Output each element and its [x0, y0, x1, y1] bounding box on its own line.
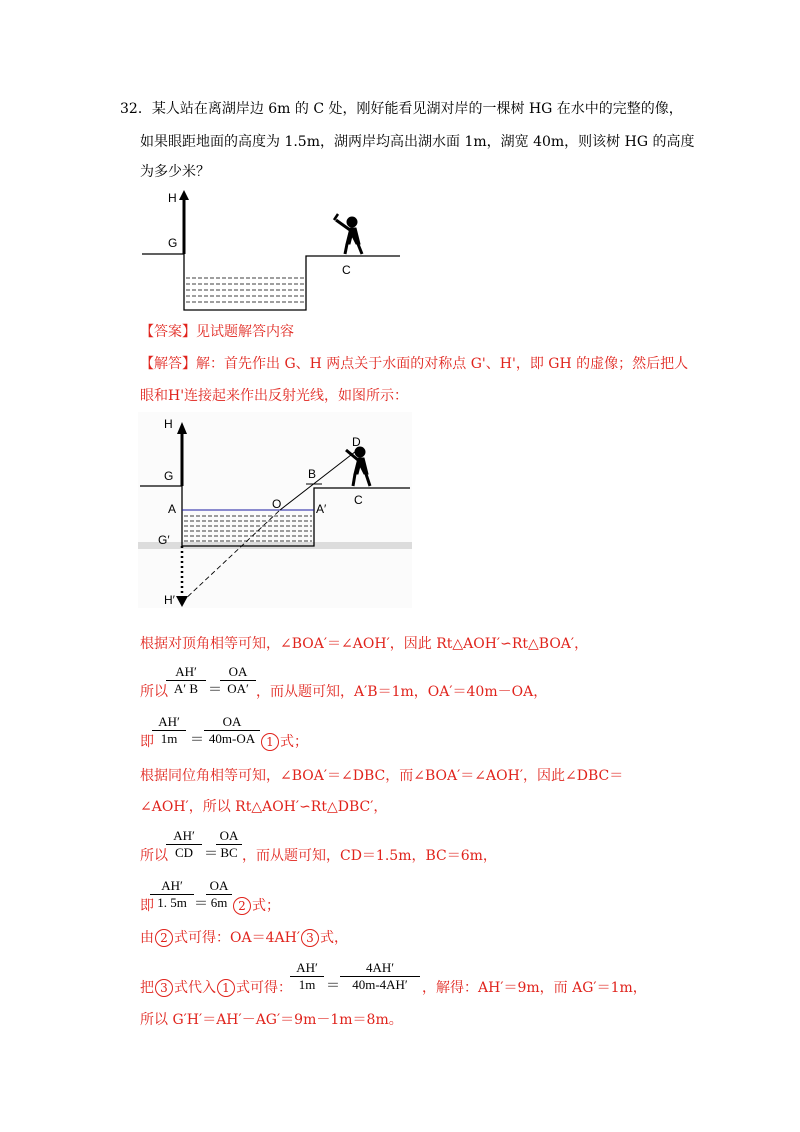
fraction-1b: $\frac{OA}{OA'}$ — [220, 664, 256, 697]
fraction-1a: $\frac{AH'}{A' B}$ — [166, 664, 206, 697]
equals-sign-4: ＝ — [194, 896, 208, 912]
fraction-5a: $\frac{AH'}{1m}$ — [290, 960, 324, 993]
step-line-9-suffix: ，解得：AH′＝9m，而 AG′＝1m， — [422, 980, 647, 996]
question-line-1: 32．某人站在离湖岸边 6m 的 C 处，刚好能看见湖对岸的一棵树 HG 在水中的完整的像， — [120, 101, 683, 117]
equals-sign-3: ＝ — [204, 846, 218, 862]
step-line-10: 所以 G′H′＝AH′－AG′＝9m－1m＝8m。 — [140, 1012, 403, 1028]
step-line-8: 由 2 式可得：OA＝4AH′ 3 式， — [140, 930, 348, 946]
fig2-label-a-prime: A′ — [316, 502, 327, 516]
circled-number: 3 — [301, 929, 319, 947]
step-line-7-tail: 2 式； — [232, 896, 280, 916]
fig2-label-h: H — [164, 417, 173, 431]
fig1-label-h: H — [168, 191, 177, 205]
question-line-2: 如果眼距地面的高度为 1.5m，湖两岸均高出湖水面 1m，湖宽 40m，则该树 HG 的高度 — [140, 134, 695, 150]
step-line-2-suffix: ，而从题可知，A′B＝1m，OA′＝40m－OA， — [256, 684, 548, 700]
circled-number: 2 — [233, 897, 251, 915]
circled-number: 2 — [155, 929, 173, 947]
figure-1-lake-diagram — [138, 186, 404, 314]
fig2-label-b: B — [308, 467, 317, 481]
fig2-label-h-prime: H′ — [164, 593, 175, 607]
fig2-label-g-prime: G′ — [158, 533, 170, 547]
fig2-label-d: D — [352, 435, 361, 449]
equals-sign-5: ＝ — [326, 978, 340, 994]
circled-number: 1 — [217, 979, 235, 997]
fig1-label-c: C — [342, 263, 351, 277]
fraction-2b: $\frac{OA}{40m-OA}$ — [204, 714, 260, 747]
circled-number: 3 — [155, 979, 173, 997]
fraction-3b: $\frac{OA}{BC}$ — [216, 828, 242, 861]
step-line-7-prefix: 即 — [140, 898, 154, 914]
step-line-6-suffix: ，而从题可知，CD＝1.5m，BC＝6m， — [242, 848, 497, 864]
equals-sign-2: ＝ — [190, 732, 204, 748]
equals-sign-1: ＝ — [208, 682, 222, 698]
step-line-2-prefix: 所以 — [140, 684, 168, 700]
fig1-label-g: G — [168, 236, 178, 250]
fig2-label-a: A — [168, 502, 177, 516]
circled-number: 1 — [261, 733, 279, 751]
fig2-label-o: O — [272, 497, 282, 511]
answer-line: 【答案】见试题解答内容 — [140, 324, 294, 340]
solution-line-2: 眼和H'连接起来作出反射光线，如图所示： — [140, 388, 409, 404]
fraction-4a: $\frac{AH'}{1. 5m}$ — [150, 878, 194, 911]
step-line-6-prefix: 所以 — [140, 848, 168, 864]
step-line-1: 根据对顶角相等可知，∠BOA′＝∠AOH′，因此 Rt△AOH′∽Rt△BOA′， — [140, 636, 589, 652]
fraction-3a: $\frac{AH'}{CD}$ — [166, 828, 202, 861]
step-line-4: 根据同位角相等可知，∠BOA′＝∠DBC，而∠BOA′＝∠AOH′，因此∠DBC＝ — [140, 768, 624, 784]
step-line-9-prefix: 把 3 式代入 1 式可得： — [140, 980, 292, 996]
solution-line-1: 【解答】解：首先作出 G、H 两点关于水面的对称点 G'、H'，即 GH 的虚像；然后把人 — [140, 356, 689, 372]
fraction-5b: $\frac{4AH'}{40m-4AH'}$ — [340, 960, 420, 993]
fraction-2a: $\frac{AH'}{1m}$ — [152, 714, 186, 747]
step-line-3-prefix: 即 — [140, 734, 154, 750]
person-icon — [334, 214, 362, 254]
question-line-3: 为多少米？ — [140, 164, 210, 180]
step-line-5: ∠AOH′，所以 Rt△AOH′∽Rt△DBC′， — [140, 799, 388, 815]
fig2-label-g: G — [164, 469, 174, 483]
fig2-label-c: C — [354, 493, 363, 507]
step-line-3-tail: 1 式； — [260, 732, 308, 752]
figure-2-reflection-diagram — [138, 410, 414, 614]
fraction-4b: $\frac{OA}{6m}$ — [206, 878, 232, 911]
